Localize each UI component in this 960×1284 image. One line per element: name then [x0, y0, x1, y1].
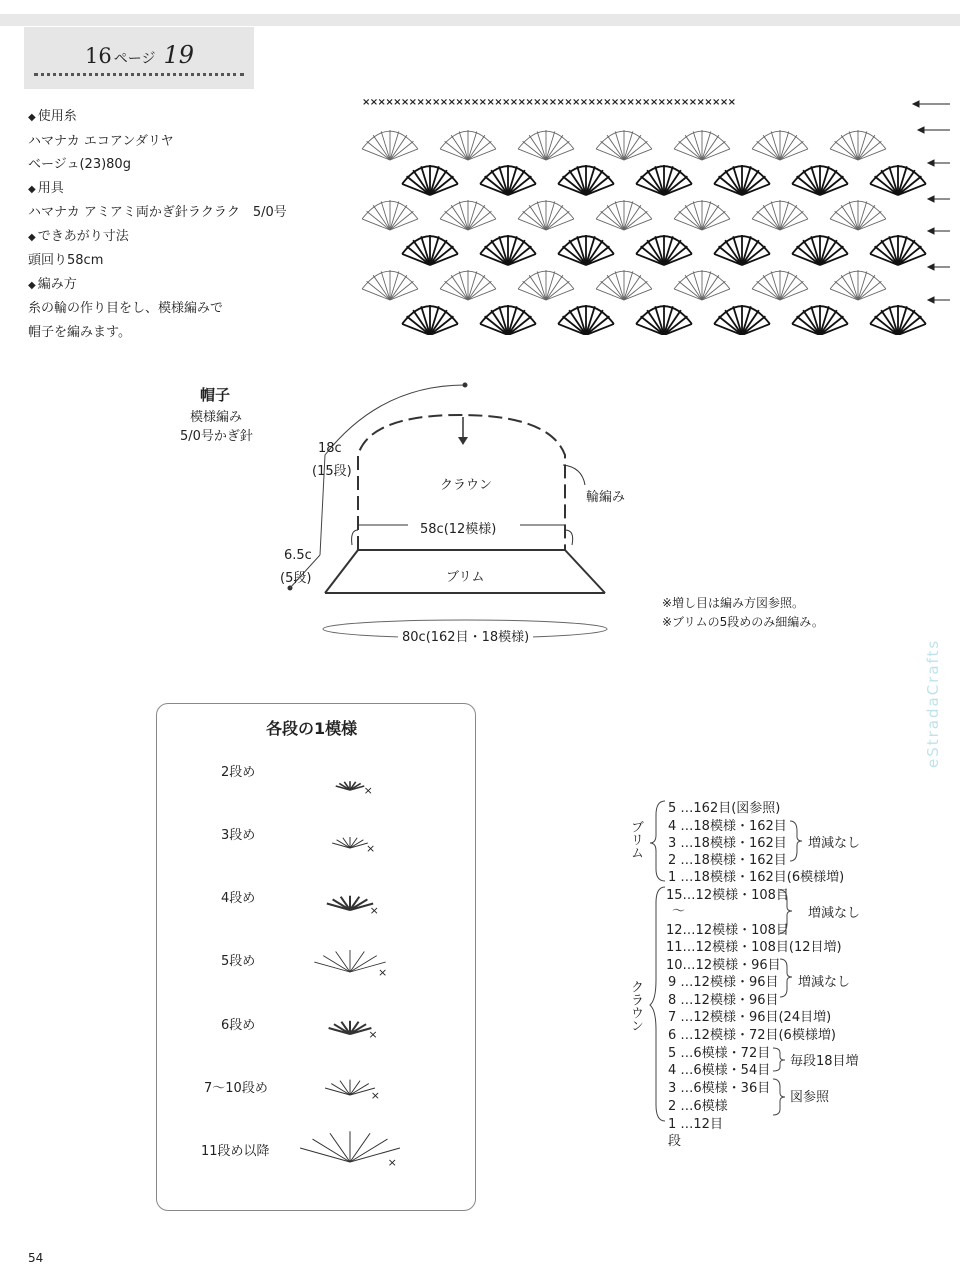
yarn-heading: ◆ 使用糸	[28, 105, 287, 130]
svg-text:×: ×	[368, 1028, 378, 1041]
page-number: 16	[85, 44, 112, 68]
crown-row-2: 2 …6模様	[668, 1099, 728, 1114]
crown-rows: (15段)	[312, 464, 352, 479]
method-heading: ◆ 編み方	[28, 273, 287, 298]
svg-text:×: ×	[378, 966, 388, 979]
yarn-line-2: ベージュ(23)80g	[28, 157, 131, 172]
crown-note-3: 毎段18目増	[790, 1054, 859, 1069]
hat-hook: 5/0号かぎ針	[180, 429, 253, 444]
crown-row-12: 12…12模様・108目	[666, 923, 789, 938]
svg-text:×: ×	[366, 842, 376, 855]
crown-row-15: 15…12模様・108目	[666, 888, 789, 903]
method-line-1: 糸の輪の作り目をし、模様編みで	[28, 301, 224, 316]
brim-circumference-label: 80c(162目・18模様)	[398, 626, 533, 645]
brim-label: ブリム	[446, 570, 485, 585]
crown-row-10: 10…12模様・96目	[666, 958, 781, 973]
chart-x-row: ××××××××××××××××××××××××××××××××××××××××××××××××	[362, 97, 736, 108]
yarn-line-1: ハマナカ エコアンダリヤ	[28, 133, 174, 149]
crown-row-11: 11…12模様・108目(12目増)	[666, 940, 842, 955]
crown-tilde: 〜	[672, 904, 686, 919]
size-line: 頭回り58cm	[28, 253, 104, 268]
brim-row-3: 3 …18模様・162目	[668, 836, 787, 851]
crown-vertical-label: クラウン	[628, 980, 643, 1032]
brim-note: 増減なし	[808, 836, 861, 851]
crown-label: クラウン	[440, 478, 493, 493]
brim-vertical-label: ブリム	[628, 820, 643, 859]
note-2: ※ブリムの5段めのみ細編み。	[662, 615, 824, 629]
crown-height: 18c	[318, 441, 342, 456]
tools-line: ハマナカ アミアミ両かぎ針ラクラク 5/0号	[28, 205, 287, 220]
crown-row-9: 9 …12模様・96目	[668, 975, 779, 990]
crown-row-6: 6 …12模様・72目(6模様増)	[668, 1028, 836, 1043]
crown-row-5: 5 …6模様・72目	[668, 1046, 771, 1061]
crown-row-4: 4 …6模様・54目	[668, 1063, 771, 1078]
panel-row-7-10: 7〜10段め	[204, 1081, 268, 1096]
crown-note-4: 図参照	[790, 1090, 830, 1105]
brim-row-1: 1 …18模様・162目(6模様増)	[668, 870, 845, 885]
panel-row-2: 2段め	[221, 765, 256, 780]
brim-row-4: 4 …18模様・162目	[668, 819, 787, 834]
hat-stitch: 模様編み	[190, 410, 243, 425]
row-unit: 段	[668, 1134, 682, 1149]
crown-note-2: 増減なし	[798, 975, 851, 990]
panel-row-4: 4段め	[221, 891, 256, 906]
panel-title: 各段の1模様	[266, 719, 358, 738]
method-line-2: 帽子を編みます。	[28, 324, 131, 340]
page-footer-number: 54	[28, 1251, 44, 1265]
panel-row-11: 11段め以降	[201, 1144, 270, 1159]
svg-text:×: ×	[370, 1089, 381, 1102]
brim-height: 6.5c	[284, 548, 312, 563]
crown-row-8: 8 …12模様・96目	[668, 993, 779, 1008]
svg-text:×: ×	[363, 784, 373, 797]
tools-heading: ◆ 用具	[28, 177, 287, 202]
brim-row-2: 2 …18模様・162目	[668, 853, 787, 868]
svg-text:×: ×	[387, 1156, 397, 1169]
crown-row-7: 7 …12模様・96目(24目増)	[668, 1010, 832, 1025]
svg-text:×: ×	[369, 904, 379, 917]
watermark: eStradaCrafts	[924, 638, 942, 768]
row-brackets	[640, 795, 870, 1125]
crown-note-1: 増減なし	[808, 906, 861, 921]
crown-row-1: 1 …12目	[668, 1117, 723, 1132]
crown-circumference: 58c(12模様)	[420, 522, 497, 537]
ring-label: 輪編み	[586, 490, 626, 505]
brim-row-5: 5 …162目(図参照)	[668, 801, 781, 816]
size-heading: ◆ できあがり寸法	[28, 225, 287, 250]
page-unit: ページ	[113, 51, 156, 67]
note-1: ※増し目は編み方図参照。	[662, 596, 805, 610]
brim-rows: (5段)	[280, 571, 312, 586]
hat-title: 帽子	[200, 386, 231, 404]
panel-row-5: 5段め	[221, 954, 256, 969]
pattern-number: 19	[163, 41, 195, 69]
panel-row-6: 6段め	[221, 1018, 256, 1033]
crown-row-3: 3 …6模様・36目	[668, 1081, 771, 1096]
panel-row-3: 3段め	[221, 828, 256, 843]
